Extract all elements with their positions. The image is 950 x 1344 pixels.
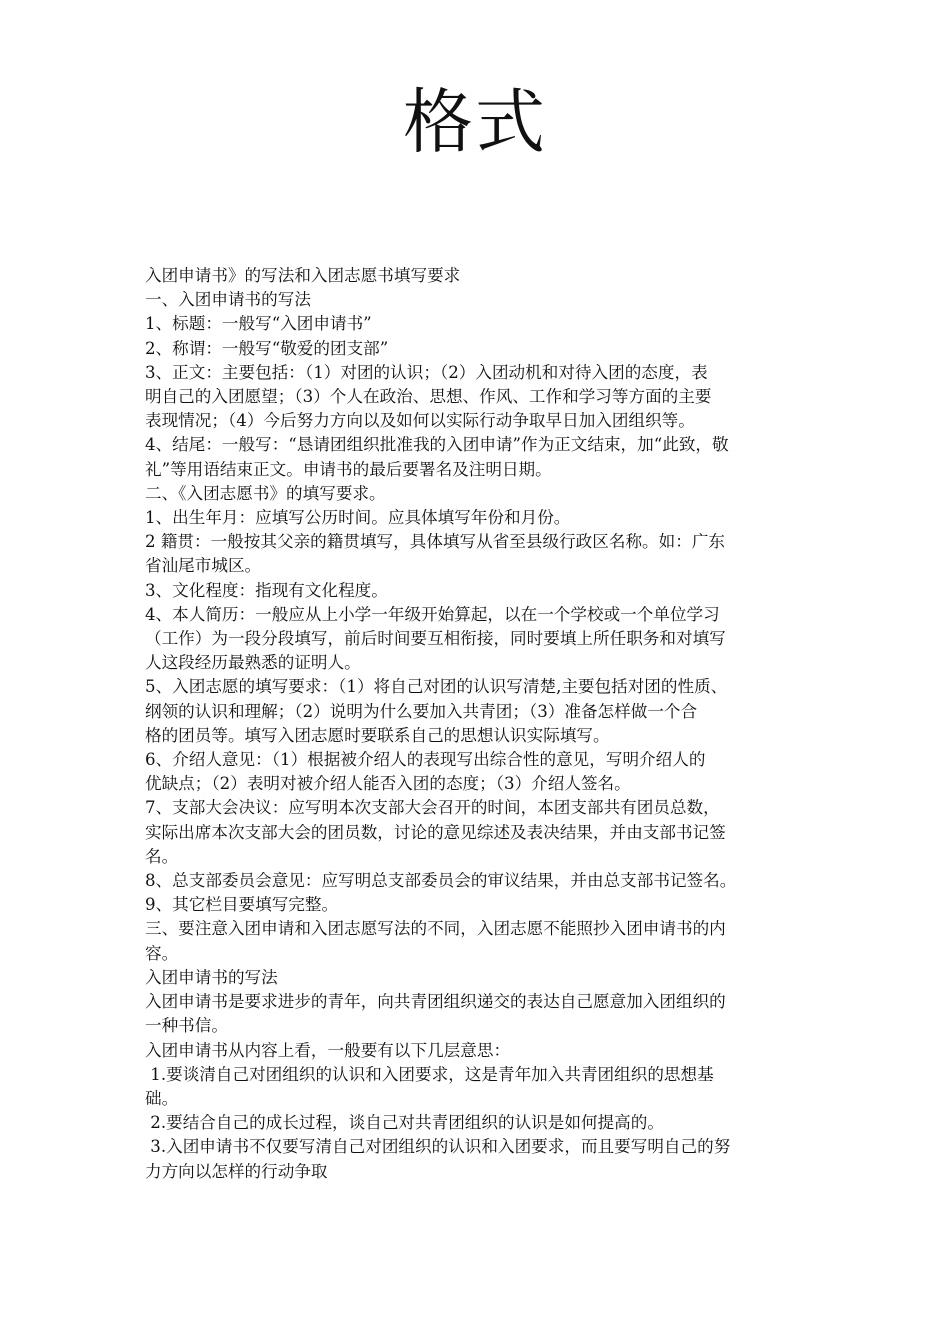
text-line: 礼”等用语结束正文。申请书的最后要署名及注明日期。 [145,459,552,479]
text-line: 5、入团志愿的填写要求：（1）将自己对团的认识写清楚,主要包括对团的性质、 [145,677,728,697]
text-line: 1、出生年月：应填写公历时间。应具体填写年份和月份。 [145,508,571,528]
text-line: 一、入团申请书的写法 [145,290,311,310]
text-line: 9、其它栏目要填写完整。 [145,895,339,915]
text-line: 6、介绍人意见：（1）根据被介绍人的表现写出综合性的意见，写明介绍人的 [145,750,706,770]
text-line: 名。 [145,846,179,866]
text-line: 力方向以怎样的行动争取 [145,1161,328,1181]
text-line: 7、支部大会决议：应写明本次支部大会召开的时间，本团支部共有团员总数， [145,798,720,818]
page-title: 格式 [403,81,547,163]
text-line: 明自己的入团愿望；（3）个人在政治、思想、作风、工作和学习等方面的主要 [145,387,712,407]
text-line: （工作）为一段分段填写，前后时间要互相衔接，同时要填上所任职务和对填写 [145,629,726,649]
text-line: 入团申请书是要求进步的青年，向共青团组织递交的表达自己愿意加入团组织的 [145,992,726,1012]
text-line: 入团申请书的写法 [145,967,278,987]
text-line: 容。 [145,943,179,963]
text-line: 入团申请书从内容上看，一般要有以下几层意思： [145,1040,511,1060]
text-line: 入团申请书》的写法和入团志愿书填写要求 [145,266,461,285]
text-line: 格的团员等。填写入团志愿时要联系自己的思想认识实际填写。 [145,725,610,745]
text-line: 一种书信。 [145,1016,228,1036]
text-line: 3、文化程度：指现有文化程度。 [145,580,388,600]
text-line: 2、称谓：一般写“敬爱的团支部” [145,338,389,358]
text-line: 4、本人简历：一般应从上小学一年级开始算起，以在一个学校或一个单位学习 [145,604,720,624]
text-line: 3.入团申请书不仅要写清自己对团组织的认识和入团要求，而且要写明自己的努 [145,1137,731,1157]
text-line: 实际出席本次支部大会的团员数，讨论的意见综述及表决结果，并由支部书记签 [145,822,726,842]
text-line: 二、《入团志愿书》的填写要求。 [145,483,386,503]
text-line: 三、要注意入团申请和入团志愿写法的不同，入团志愿不能照抄入团申请书的内 [145,919,726,939]
document-body [145,264,810,1184]
text-line: 1、标题：一般写“入团申请书” [145,314,372,334]
text-line: 省汕尾市城区。 [145,556,262,576]
text-line: 2.要结合自己的成长过程，谈自己对共青团组织的认识是如何提高的。 [145,1113,664,1133]
text-line: 2 籍贯：一般按其父亲的籍贯填写，具体填写从省至县级行政区名称。如：广东 [145,532,726,552]
text-line: 优缺点；（2）表明对被介绍人能否入团的态度；（3）介绍人签名。 [145,774,631,794]
text-line: 纲领的认识和理解；（2）说明为什么要加入共青团；（3）准备怎样做一个合 [145,701,698,721]
text-line: 3、正文：主要包括：（1）对团的认识；（2）入团动机和对待入团的态度，表 [145,362,708,382]
text-line: 础。 [145,1088,179,1108]
text-line: 1.要谈清自己对团组织的认识和入团要求，这是青年加入共青团组织的思想基 [145,1064,714,1084]
text-line: 8、总支部委员会意见：应写明总支部委员会的审议结果，并由总支部书记签名。 [145,871,737,891]
text-line: 人这段经历最熟悉的证明人。 [145,653,361,673]
text-line: 4、结尾：一般写：“恳请团组织批准我的入团申请”作为正文结束，加“此致，敬 [145,435,729,455]
text-line: 表现情况；（4）今后努力方向以及如何以实际行动争取早日加入团组织等。 [145,411,695,431]
